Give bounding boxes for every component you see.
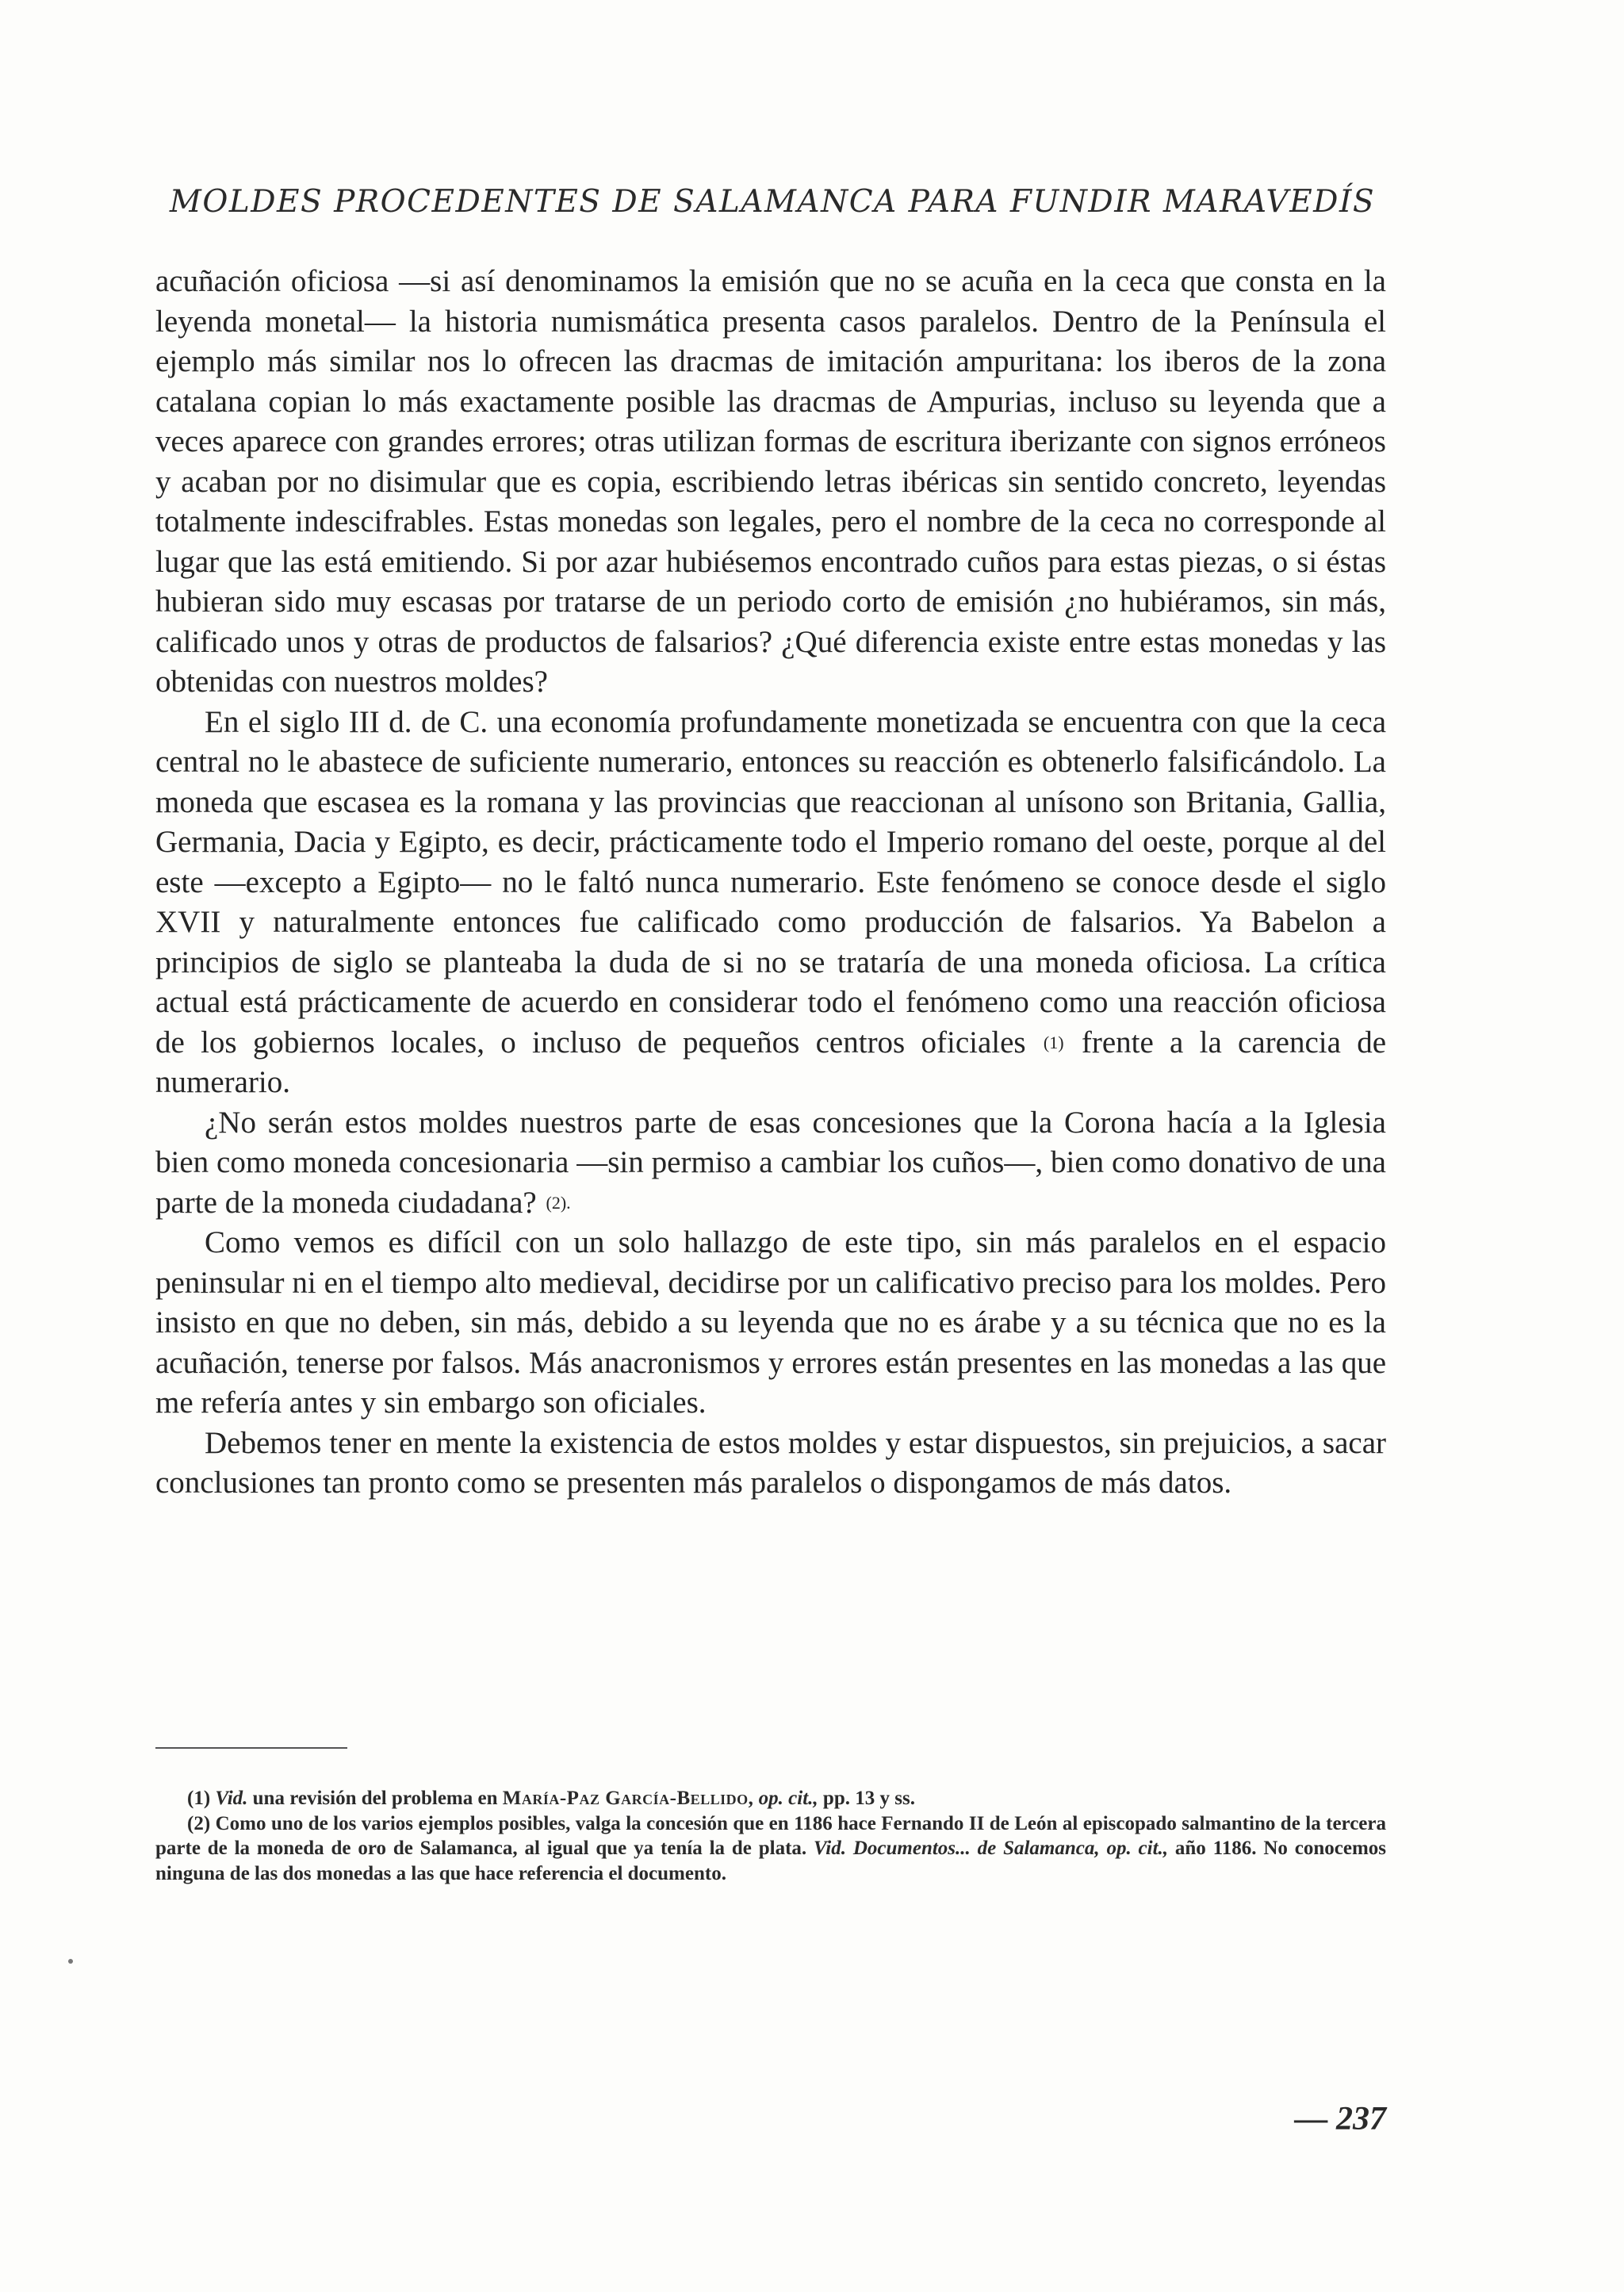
body-text — [155, 262, 1386, 1504]
page-number: — 237 — [1294, 2101, 1386, 2137]
footnote-2-text: Como uno de los varios ejemplos posibles, valga la concesión que en 1186 hace Fernando II de León al episcopado salmantino de la tercera parte de la moneda de oro de Salamanca, al igual que ya tenía la de plata. — [155, 1812, 1386, 1859]
footnote-1-text: una revisión del problema en — [252, 1788, 498, 1809]
footnote-2-vid: Vid. Documentos... de Salamanca, op. cit., — [814, 1838, 1169, 1859]
paragraph-5: Debemos tener en mente la existencia de estos moldes y estar dispuestos, sin prejuicios, a sacar conclusiones tan pronto como se presenten más paralelos o dispongamos de más datos. — [155, 1425, 1386, 1500]
footnote-1 — [155, 1786, 1386, 1811]
scan-speck — [68, 1959, 73, 1964]
paragraph-1: acuñación oficiosa —si así denominamos la emisión que no se acuña en la ceca que consta en la leyenda monetal— la historia numismática presenta casos paralelos. Dentro de la Península el ejemplo más similar nos lo ofrecen las dracmas de imitación ampuritana: los iberos de la zona catalana copian lo más exactamente posible las dracmas de Ampurias, incluso su leyenda que a veces aparece con grandes errores; otras utilizan formas de escritura iberizante con signos erróneos y acaban por no disimular que es copia, escribiendo letras ibéricas sin sentido concreto, leyendas totalmente indescifrables. Estas monedas son legales, pero el nombre de la ceca no corresponde al lugar que las está emitiendo. Si por azar hubiésemos encontrado cuños para estas piezas, o si éstas hubieran sido muy escasas por tratarse de un periodo corto de emisión ¿no hubiéramos, sin más, calificado unos y otras de productos de falsarios? ¿Qué diferencia existe entre estas monedas y las obtenidas con nuestros moldes? — [155, 264, 1386, 699]
paragraph-4: Como vemos es difícil con un solo hallazgo de este tipo, sin más paralelos en el espacio peninsular ni en el tiempo alto medieval, decidirse por un calificativo preciso para los moldes. Pero insisto en que no deben, sin más, debido a su leyenda que no es árabe y a su técnica que no es la acuñación, tenerse por falsos. Más anacronismos y errores están presentes en las monedas a las que me refería antes y sin embargo son oficiales. — [155, 1225, 1386, 1420]
paragraph-3-text: ¿No serán estos moldes nuestros parte de esas concesiones que la Corona hacía a la Iglesia bien como moneda concesionaria —sin permiso a cambiar los cuños—, bien como donativo de una parte de la moneda ciudadana? — [155, 1105, 1386, 1220]
footnote-rule — [155, 1747, 347, 1749]
footnote-2-number: (2) — [187, 1812, 211, 1834]
footnote-2-end: año 1186. No conocemos ninguna de las dos monedas a las que hace referencia el documento. — [155, 1838, 1387, 1884]
paragraph-2-end: frente a la carencia de numerario. — [155, 1025, 1387, 1099]
footnote-ref-1[interactable]: (1) — [1043, 1032, 1064, 1052]
paragraph-2 — [155, 703, 1386, 1103]
footnote-1-number: (1) — [187, 1788, 211, 1809]
footnote-2 — [155, 1811, 1386, 1887]
paragraph-2-text: En el siglo III d. de C. una economía profundamente monetizada se encuentra con que la ceca central no le abastece de suficiente numerario, entonces su reacción es obtenerlo falsificándolo. La moneda que escasea es la romana y las provincias que reaccionan al unísono son Britania, Gallia, Germania, Dacia y Egipto, es decir, prácticamente todo el Imperio romano del oeste, porque al del este —excepto a Egipto— no le faltó nunca numerario. Este fenómeno se conoce desde el siglo XVII y naturalmente entonces fue calificado como producción de falsarios. Ya Babelon a principios de siglo se planteaba la duda de si no se trataría de una moneda oficiosa. La crítica actual está prácticamente de acuerdo en considerar todo el fenómeno como una reacción oficiosa de los gobiernos locales, o incluso de pequeños centros oficiales — [155, 704, 1386, 1060]
footnote-1-opcit: op. cit., — [758, 1788, 818, 1809]
footnote-1-vid: Vid. — [215, 1788, 248, 1809]
footnote-1-author: María-Paz García-Bellido, — [502, 1788, 754, 1809]
paragraph-3 — [155, 1103, 1386, 1224]
footnote-ref-2[interactable]: (2). — [546, 1192, 571, 1213]
running-title: MOLDES PROCEDENTES DE SALAMANCA PARA FUNDIR MARAVEDÍS — [169, 184, 1376, 220]
footnotes — [155, 1786, 1386, 1886]
footnote-1-pages: pp. 13 y ss. — [822, 1788, 915, 1809]
